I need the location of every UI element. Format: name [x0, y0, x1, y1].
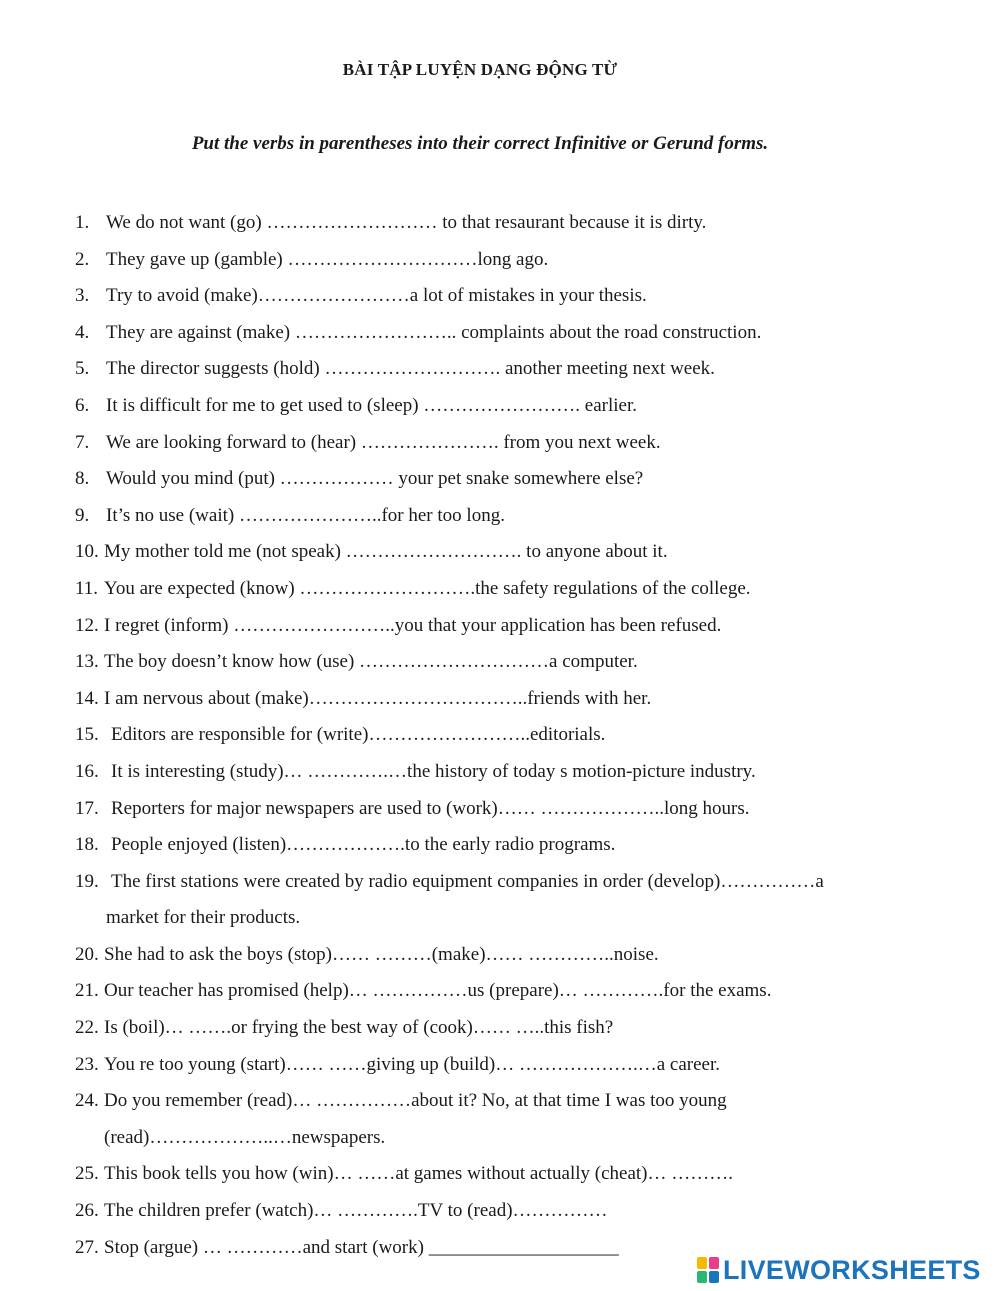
item-text: Try to avoid (make)……………………a lot of mistakes in your thesis. — [106, 285, 647, 307]
item-number: 22. — [75, 1017, 99, 1039]
exercise-item — [75, 315, 935, 352]
item-number: 16. — [75, 760, 99, 782]
exercise-item — [75, 498, 935, 535]
exercise-item — [75, 608, 935, 645]
item-text: You are expected (know) ……………………….the safety regulations of the college. — [104, 577, 751, 599]
item-number: 27. — [75, 1236, 99, 1258]
item-text: The boy doesn’t know how (use) …………………………a computer. — [104, 651, 638, 673]
exercise-item — [75, 242, 935, 279]
item-number: 8. — [75, 468, 90, 490]
exercise-item — [75, 278, 935, 315]
item-text-continuation: (read)………………..…newspapers. — [104, 1126, 386, 1148]
item-number: 14. — [75, 687, 99, 709]
item-text: Editors are responsible for (write)……………………..editorials. — [111, 724, 606, 746]
exercise-item — [75, 388, 935, 425]
item-number: 11. — [75, 577, 99, 599]
exercise-item — [75, 973, 935, 1010]
item-text: People enjoyed (listen)……………….to the early radio programs. — [111, 834, 616, 856]
exercise-item — [75, 717, 935, 754]
item-text: The director suggests (hold) ………………………. another meeting next week. — [106, 358, 715, 380]
item-text: It is interesting (study)… ………….…the history of today s motion-picture industry. — [111, 760, 756, 782]
item-text: We do not want (go) ……………………… to that resaurant because it is dirty. — [106, 212, 707, 233]
liveworksheets-logo — [697, 1255, 981, 1285]
item-text: Do you remember (read)… ……………about it? No, at that time I was too young — [104, 1090, 727, 1112]
logo-mark-icon — [697, 1257, 719, 1283]
item-text: They gave up (gamble) …………………………long ago. — [106, 248, 549, 270]
exercise-item — [75, 937, 935, 974]
item-number: 4. — [75, 321, 90, 343]
exercise-item — [75, 681, 935, 718]
item-text: She had to ask the boys (stop)…… ………(make)…… …………..noise. — [104, 943, 659, 965]
item-number: 23. — [75, 1053, 99, 1075]
exercise-item — [75, 351, 935, 388]
item-number: 17. — [75, 797, 99, 819]
exercise-item — [75, 461, 935, 498]
exercise-item — [75, 864, 935, 937]
item-number: 25. — [75, 1163, 99, 1185]
exercise-item — [75, 205, 935, 242]
exercise-item — [75, 534, 935, 571]
item-number: 19. — [75, 870, 99, 892]
item-number: 13. — [75, 651, 99, 673]
exercise-list — [75, 205, 935, 1266]
item-text: Stop (argue) … …………and start (work) ____________________ — [104, 1236, 619, 1258]
item-number: 2. — [75, 248, 90, 270]
item-number: 3. — [75, 285, 90, 307]
exercise-item — [75, 754, 935, 791]
exercise-item — [75, 571, 935, 608]
exercise-item — [75, 1193, 935, 1230]
item-number: 12. — [75, 614, 99, 636]
exercise-item — [75, 827, 935, 864]
exercise-item — [75, 425, 935, 462]
item-text: You re too young (start)…… ……giving up (build)… ……………….…a career. — [104, 1053, 721, 1075]
exercise-item — [75, 1010, 935, 1047]
item-number: 15. — [75, 724, 99, 746]
item-number: 7. — [75, 431, 90, 453]
item-number: 1. — [75, 212, 90, 233]
item-number: 20. — [75, 943, 99, 965]
item-text: The children prefer (watch)… ………….TV to (read)…………… — [104, 1200, 608, 1222]
item-text: It’s no use (wait) …………………..for her too long. — [106, 504, 505, 526]
item-number: 21. — [75, 980, 99, 1002]
item-text: This book tells you how (win)… ……at games without actually (cheat)… ………. — [104, 1163, 733, 1185]
page-title: BÀI TẬP LUYỆN DẠNG ĐỘNG TỪ — [342, 60, 618, 79]
logo-text: LIVEWORKSHEETS — [723, 1254, 981, 1285]
item-number: 6. — [75, 394, 90, 416]
exercise-item — [75, 1156, 935, 1193]
item-number: 9. — [75, 504, 90, 526]
exercise-item — [75, 1047, 935, 1084]
item-text: I am nervous about (make)……………………………..friends with her. — [104, 687, 652, 709]
item-text: It is difficult for me to get used to (sleep) ……………………. earlier. — [106, 394, 638, 416]
item-text: Reporters for major newspapers are used to (work)…… ………………..long hours. — [111, 797, 750, 819]
instruction: Put the verbs in parentheses into their correct Infinitive or Gerund forms. — [191, 133, 769, 154]
item-text: I regret (inform) ……………………..you that your application has been refused. — [104, 614, 722, 636]
item-number: 18. — [75, 834, 99, 856]
item-text: Our teacher has promised (help)… ……………us (prepare)… ………….for the exams. — [104, 980, 772, 1002]
item-text-continuation: market for their products. — [106, 907, 301, 929]
item-number: 26. — [75, 1200, 99, 1222]
item-text: The first stations were created by radio equipment companies in order (develop)……………a — [111, 870, 824, 892]
item-text: We are looking forward to (hear) …………………. from you next week. — [106, 431, 661, 453]
item-number: 10. — [75, 541, 99, 563]
exercise-item — [75, 791, 935, 828]
item-number: 24. — [75, 1090, 99, 1112]
exercise-item — [75, 644, 935, 681]
exercise-item — [75, 1083, 935, 1156]
item-number: 5. — [75, 358, 90, 380]
item-text: Would you mind (put) ……………… your pet snake somewhere else? — [106, 468, 644, 490]
item-text: They are against (make) …………………….. complaints about the road construction. — [106, 321, 762, 343]
item-text: My mother told me (not speak) ………………………. to anyone about it. — [104, 541, 668, 563]
item-text: Is (boil)… …….or frying the best way of (cook)…… …..this fish? — [104, 1017, 614, 1039]
